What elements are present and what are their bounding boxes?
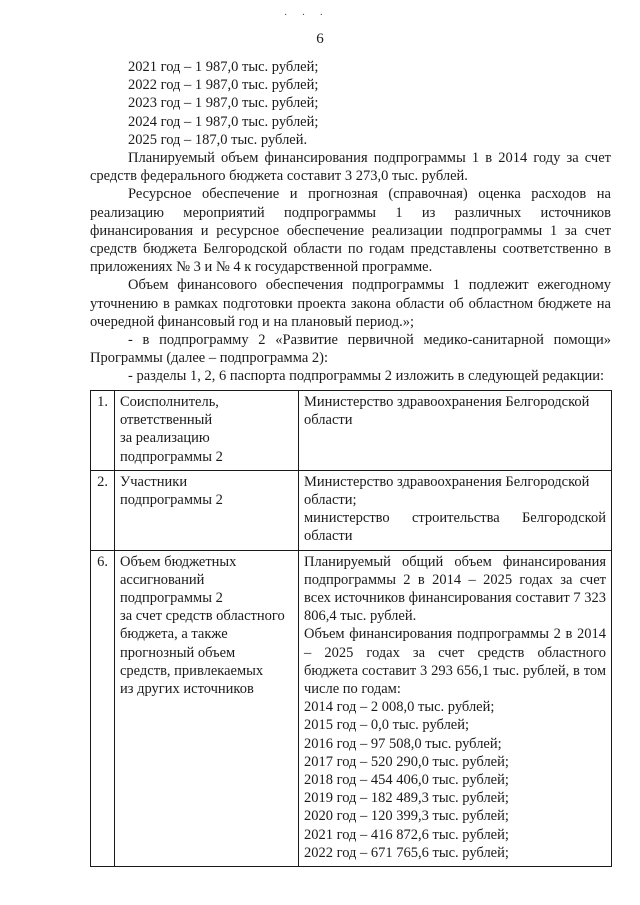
value-line: Министерство здравоохранения Белгородской области;: [304, 473, 590, 509]
row-label: [115, 550, 299, 866]
row-number: 2.: [91, 470, 115, 550]
label-line: за реализацию: [120, 430, 210, 447]
year-funding-line: 2017 год – 520 290,0 тыс. рублей;: [304, 753, 509, 770]
row-value: [299, 470, 612, 550]
table-row: [91, 470, 612, 550]
label-line: из других источников: [120, 681, 254, 698]
label-line: средств, привлекаемых: [120, 662, 264, 679]
row-value: [299, 391, 612, 471]
row-value: [299, 550, 612, 866]
paragraph-annual-adjustment: Объем финансового обеспечения подпрограммы 1 подлежит ежегодному уточнению в рамках подготовки проекта закона области об областном бюджете на очередной финансовый год и на плановый период.»;: [90, 277, 611, 330]
paragraph-subprogram-2-intro: - в подпрограмму 2 «Развитие первичной медико-санитарной помощи» Программы (далее – подпрограмма 2):: [90, 332, 611, 367]
year-line: 2021 год – 1 987,0 тыс. рублей;: [128, 59, 319, 75]
label-line: ассигнований: [120, 571, 205, 588]
year-funding-line: 2021 год – 416 872,6 тыс. рублей;: [304, 826, 509, 843]
table-row: [91, 550, 612, 866]
scan-artifact: · · ·: [284, 10, 329, 21]
paragraph-sections-amendment: - разделы 1, 2, 6 паспорта подпрограммы 2 изложить в следующей редакции:: [128, 368, 605, 385]
label-line: Участники: [120, 473, 188, 490]
label-line: прогнозный объем: [120, 644, 236, 661]
year-funding-line: 2014 год – 2 008,0 тыс. рублей;: [304, 699, 495, 716]
year-line: 2025 год – 187,0 тыс. рублей.: [128, 131, 308, 148]
value-line: министерство строительства Белгородской области: [304, 510, 606, 545]
passport-table: [90, 390, 612, 867]
label-line: за счет средств областного: [120, 608, 285, 625]
document-body: [90, 58, 611, 386]
row-number: 6.: [91, 550, 115, 866]
table-row: [91, 391, 612, 471]
row-label: [115, 470, 299, 550]
label-line: подпрограммы 2: [120, 590, 223, 607]
year-funding-line: 2016 год – 97 508,0 тыс. рублей;: [304, 735, 502, 752]
label-line: ответственный: [120, 412, 213, 429]
paragraph-resource-provision: Ресурсное обеспечение и прогнозная (справочная) оценка расходов на реализацию мероприятий подпрограммы 1 из различных источников финансирования и ресурсное обеспечение реализации подпрограммы 1 за счет средств бюджета Белгородской области по годам представлены соответственно в приложениях № 3 и № 4 к государственной программе.: [90, 186, 611, 276]
year-funding-line: 2018 год – 454 406,0 тыс. рублей;: [304, 772, 509, 789]
value-line: Министерство здравоохранения Белгородской области: [304, 394, 590, 429]
label-line: Соисполнитель,: [120, 394, 219, 410]
year-funding-line: 2015 год – 0,0 тыс. рублей;: [304, 717, 470, 734]
year-line: 2023 год – 1 987,0 тыс. рублей;: [128, 95, 319, 112]
year-line: 2024 год – 1 987,0 тыс. рублей;: [128, 113, 319, 130]
year-funding-line: 2019 год – 182 489,3 тыс. рублей;: [304, 790, 509, 807]
row-number: 1.: [91, 391, 115, 471]
funding-total-text: Планируемый общий объем финансирования подпрограммы 2 в 2014 – 2025 годах за счет всех источников финансирования составит 7 323 806,4 тыс. рублей.: [304, 553, 606, 625]
label-line: бюджета, а также: [120, 626, 228, 643]
year-funding-line: 2022 год – 671 765,6 тыс. рублей;: [304, 844, 509, 861]
year-funding-line: 2020 год – 120 399,3 тыс. рублей;: [304, 808, 509, 825]
label-line: подпрограммы 2: [120, 492, 223, 509]
label-line: Объем бюджетных: [120, 553, 237, 570]
label-line: подпрограммы 2: [120, 448, 223, 465]
page-number: 6: [316, 31, 324, 47]
paragraph-federal-funding: Планируемый объем финансирования подпрограммы 1 в 2014 году за счет средств федерального бюджета составит 3 273,0 тыс. рублей.: [90, 150, 611, 185]
row-label: [115, 391, 299, 471]
funding-regional-text: Объем финансирования подпрограммы 2 в 2014 – 2025 годах за счет средств областного бюджета составит 3 293 656,1 тыс. рублей, в том числе по годам:: [304, 626, 606, 698]
year-line: 2022 год – 1 987,0 тыс. рублей;: [128, 77, 319, 94]
